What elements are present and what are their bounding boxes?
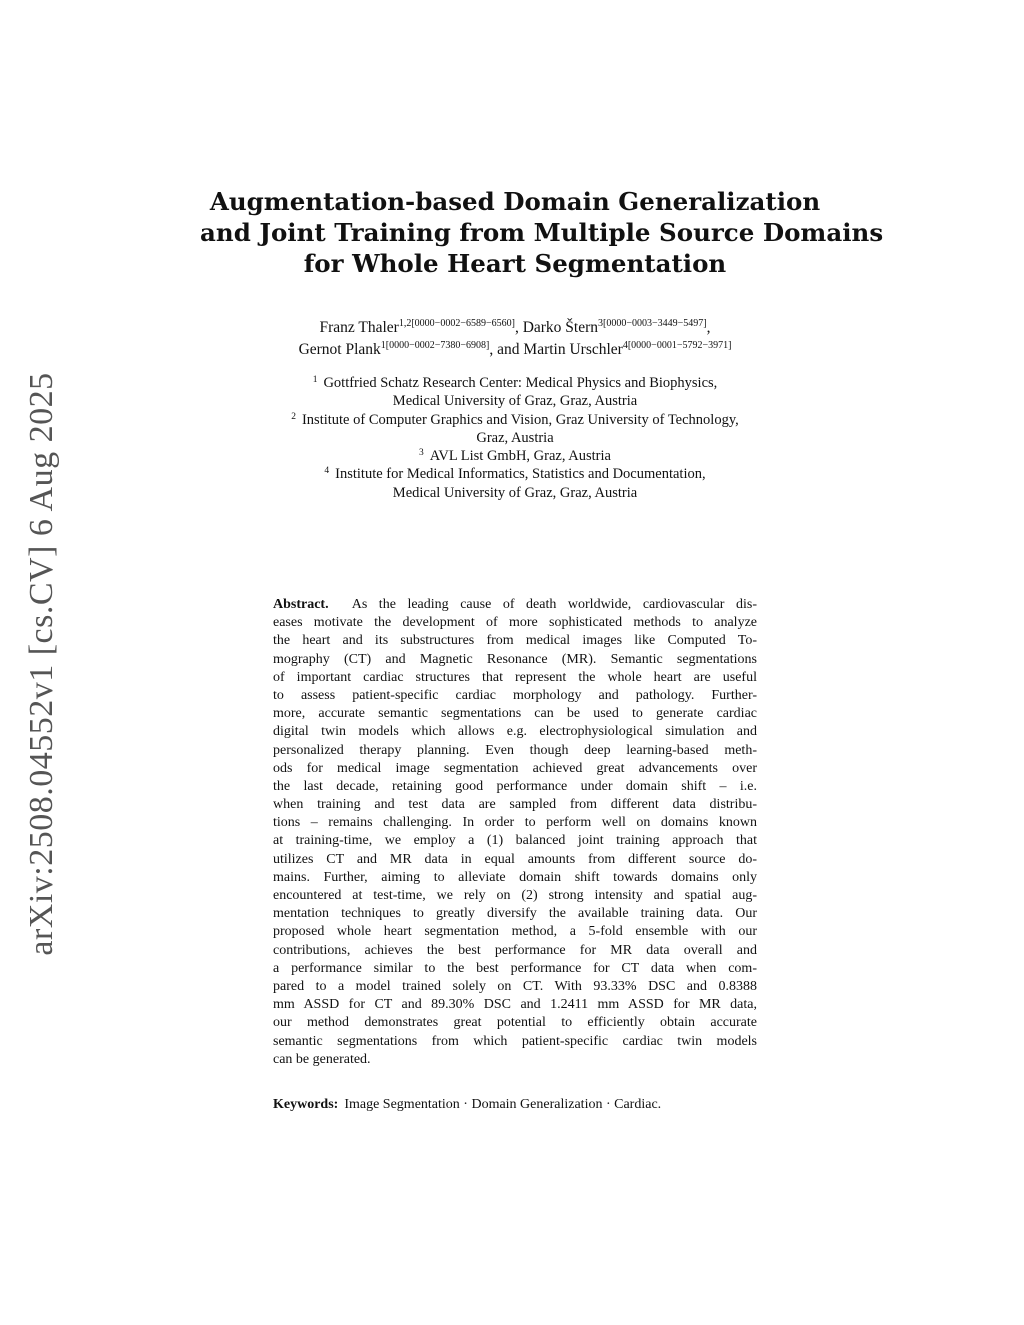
title-line: for Whole Heart Segmentation — [303, 249, 727, 278]
affiliation-text: Medical University of Graz, Graz, Austria — [392, 484, 638, 501]
author-orcid: 1[0000−0002−7380−6908] — [380, 340, 490, 351]
author-separator: , and — [489, 341, 524, 358]
author-name: Gernot Plank — [298, 341, 381, 358]
title-line: and Joint Training from Multiple Source Domains — [200, 218, 884, 247]
abstract — [273, 596, 757, 1069]
author-name: Franz Thaler — [319, 319, 399, 336]
author-orcid: 3[0000−0003−3449−5497] — [598, 318, 707, 329]
abstract-line: utilizes CT and MR data in equal amounts from different source do- — [273, 851, 757, 867]
abstract-line: mains. Further, aiming to alleviate domain shift towards domains only — [273, 869, 757, 885]
affiliation-line — [180, 374, 850, 392]
affiliation-text: AVL List GmbH, Graz, Austria — [429, 448, 611, 465]
author-orcid: 1,2[0000−0002−6589−6560] — [398, 318, 515, 329]
abstract-line: pared to a model trained solely on CT. With 93.33% DSC and 0.8388 — [273, 978, 757, 994]
affiliation-line — [180, 429, 850, 447]
abstract-line: to assess patient-specific cardiac morphology and pathology. Further- — [273, 687, 757, 703]
author-name: Martin Urschler — [523, 341, 623, 358]
abstract-line: semantic segmentations from which patient-specific cardiac twin models — [273, 1033, 757, 1049]
paper-title — [200, 186, 884, 279]
arxiv-identifier: arXiv:2508.04552v1 [cs.CV] 6 Aug 2025 — [23, 372, 60, 956]
abstract-line: a performance similar to the best performance for CT data when com- — [273, 960, 757, 976]
abstract-line: contributions, achieves the best performance for MR data overall and — [273, 942, 757, 958]
abstract-line: personalized therapy planning. Even though deep learning-based meth- — [273, 742, 757, 758]
author-line — [180, 339, 850, 361]
keywords-label: Keywords: — [273, 1097, 339, 1112]
abstract-line: when training and test data are sampled from different data distribu- — [273, 797, 757, 813]
affiliation-number: 3 — [419, 448, 424, 459]
abstract-line: mography (CT) and Magnetic Resonance (MR). Semantic segmentations — [273, 651, 757, 667]
abstract-line: the heart and its substructures from medical images like Computed To- — [273, 633, 757, 649]
abstract-line: our method demonstrates great potential to efficiently obtain accurate — [273, 1015, 757, 1031]
abstract-line: the last decade, retaining good performance under domain shift – i.e. — [273, 778, 757, 794]
affiliation-number: 2 — [291, 411, 296, 422]
abstract-line: mm ASSD for CT and 89.30% DSC and 1.2411 mm ASSD for MR data, — [273, 997, 757, 1013]
affiliation-text: Institute for Medical Informatics, Statistics and Documentation, — [335, 466, 706, 483]
keywords-text: Image Segmentation · Domain Generalization · Cardiac. — [344, 1097, 662, 1112]
abstract-line: of important cardiac structures that represent the whole heart are useful — [273, 669, 757, 685]
affiliation-text: Graz, Austria — [476, 429, 554, 446]
affiliation-line — [180, 465, 850, 483]
author-list — [180, 317, 850, 361]
affiliation-list — [180, 374, 850, 502]
author-separator: , — [706, 319, 711, 336]
abstract-line: digital twin models which allows e.g. electrophysiological simulation and — [273, 724, 757, 740]
title-line: Augmentation-based Domain Generalization — [209, 187, 821, 216]
affiliation-line — [180, 392, 850, 410]
author-line — [180, 317, 850, 339]
affiliation-line — [180, 411, 850, 429]
abstract-line — [273, 596, 757, 614]
affiliation-text: Institute of Computer Graphics and Vision, Graz University of Technology, — [301, 411, 739, 428]
keywords — [273, 1096, 757, 1114]
author-separator: , — [514, 319, 523, 336]
affiliation-number: 1 — [312, 375, 318, 385]
abstract-label: Abstract. — [273, 597, 329, 612]
author-orcid: 4[0000−0001−5792−3971] — [622, 340, 732, 351]
abstract-line: more, accurate semantic segmentations can be used to generate cardiac — [273, 706, 757, 722]
abstract-line: eases motivate the development of more sophisticated methods to analyze — [273, 615, 757, 631]
abstract-line: at training-time, we employ a (1) balanced joint training approach that — [273, 833, 757, 849]
affiliation-text: Gottfried Schatz Research Center: Medical Physics and Biophysics, — [323, 375, 718, 391]
abstract-text: As the leading cause of death worldwide, cardiovascular dis- — [351, 597, 758, 612]
author-name: Darko Štern — [522, 319, 599, 336]
affiliation-line — [180, 447, 850, 465]
affiliation-line — [180, 484, 850, 502]
abstract-line: mentation techniques to greatly diversify the available training data. Our — [273, 906, 757, 922]
affiliation-text: Medical University of Graz, Graz, Austria — [392, 393, 638, 410]
abstract-line: tions – remains challenging. In order to perform well on domains known — [273, 815, 757, 831]
abstract-line: encountered at test-time, we rely on (2) strong intensity and spatial aug- — [273, 888, 757, 903]
affiliation-number: 4 — [324, 466, 330, 477]
abstract-line: can be generated. — [273, 1051, 371, 1067]
abstract-line: ods for medical image segmentation achieved great advancements over — [273, 760, 757, 776]
abstract-line: proposed whole heart segmentation method, a 5-fold ensemble with our — [273, 924, 757, 940]
